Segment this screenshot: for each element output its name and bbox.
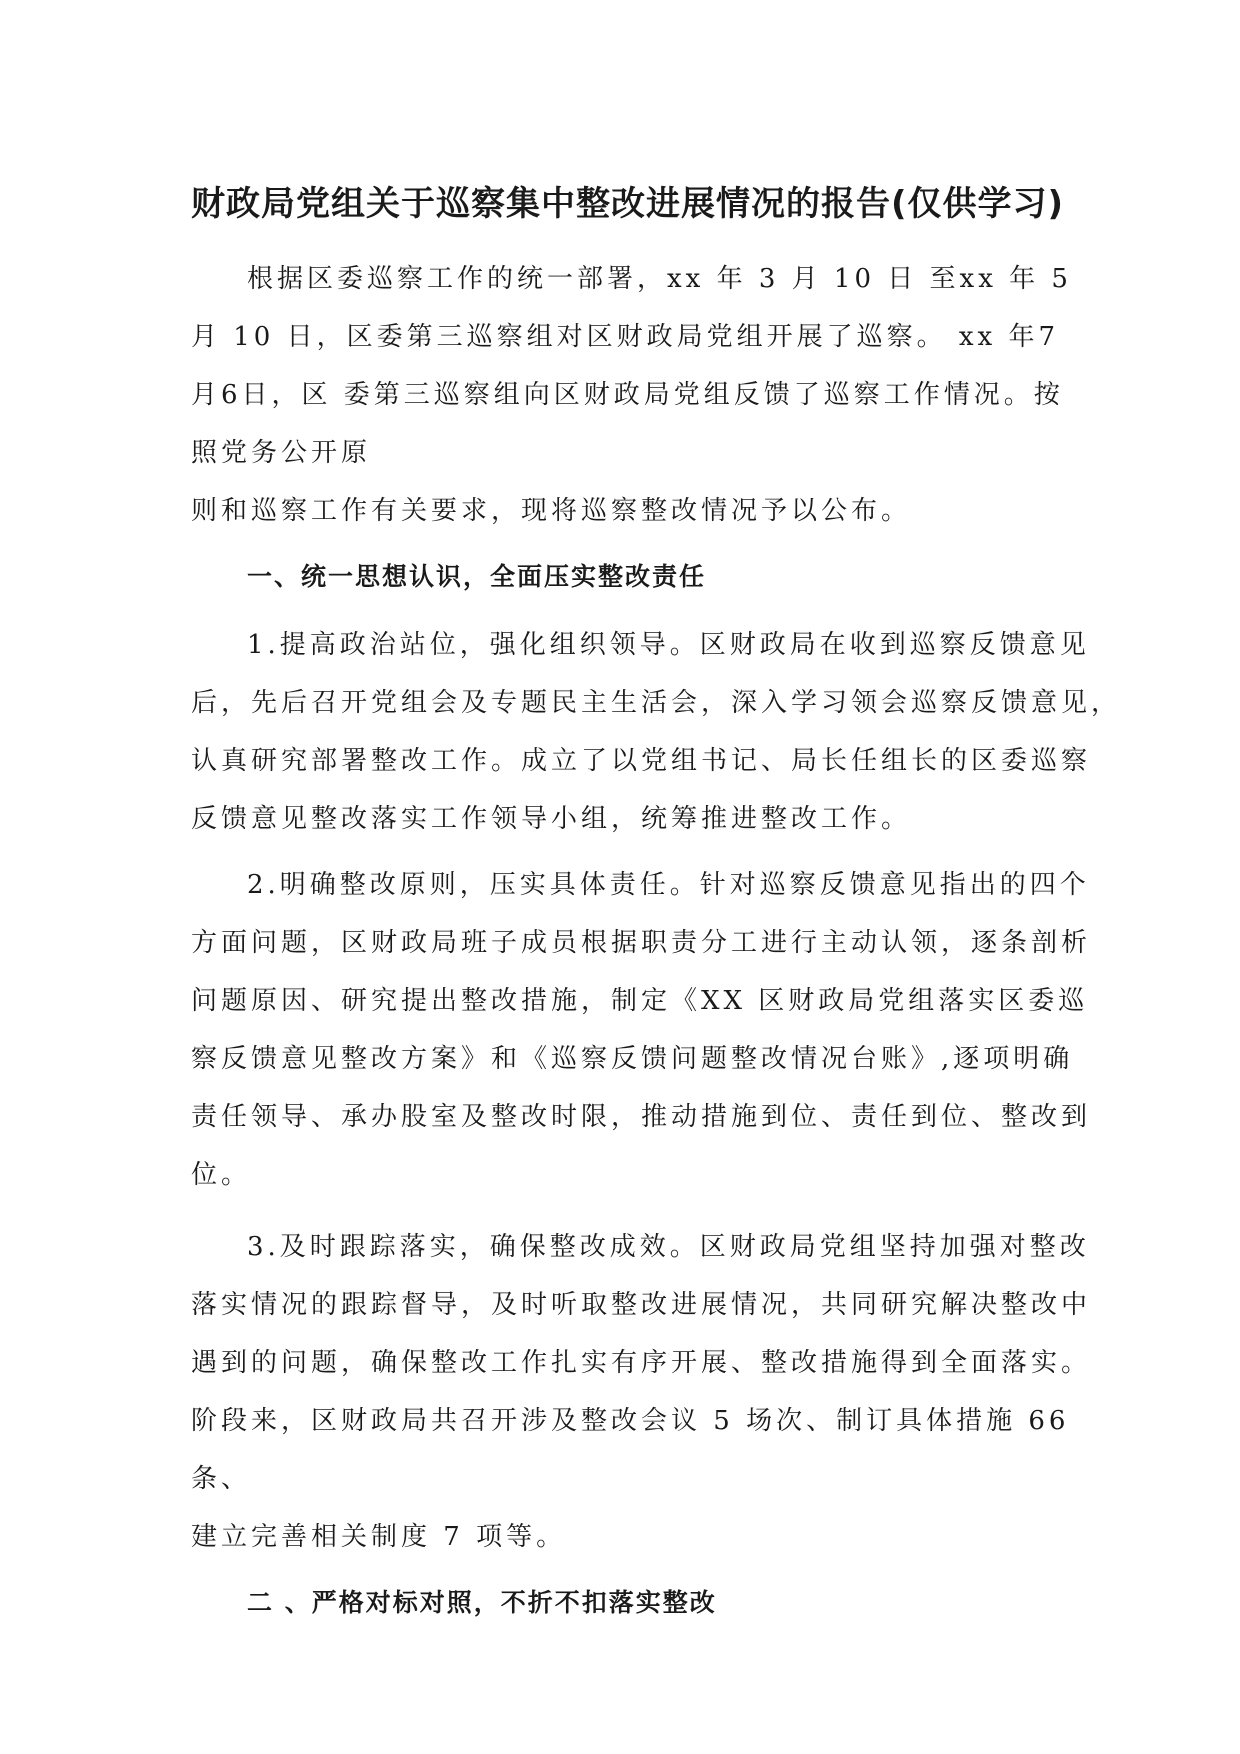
document-body: [191, 250, 1122, 1642]
text-line: 月6日，区 委第三巡察组向区财政局党组反馈了巡察工作情况。按: [191, 380, 1064, 410]
text-line: 后，先后召开党组会及专题民主生活会，深入学习领会巡察反馈意见，: [191, 688, 1122, 718]
text-line: 认真研究部署整改工作。成立了以党组书记、局长任组长的区委巡察: [191, 746, 1092, 776]
text-line: 阶段来，区财政局共召开涉及整改会议 5 场次、制订具体措施 66: [191, 1406, 1070, 1436]
section-heading-2: 二 、严格对标对照，不折不扣落实整改: [247, 1588, 717, 1617]
text-line: 月 10 日，区委第三巡察组对区财政局党组开展了巡察。 xx 年7: [191, 322, 1060, 352]
text-line: 条、: [191, 1464, 252, 1494]
document-title: 财政局党组关于巡察集中整改进展情况的报告(仅供学习): [191, 184, 1065, 224]
text-line: 遇到的问题，确保整改工作扎实有序开展、整改措施得到全面落实。: [191, 1348, 1092, 1378]
text-line: 照党务公开原: [191, 438, 372, 468]
text-line: 方面问题，区财政局班子成员根据职责分工进行主动认领，逐条剖析: [191, 928, 1092, 958]
text-line: 1.提高政治站位，强化组织领导。区财政局在收到巡察反馈意见: [247, 630, 1090, 660]
text-line: 建立完善相关制度 7 项等。: [191, 1522, 567, 1552]
intro-paragraph: [191, 250, 1072, 540]
text-line: 落实情况的跟踪督导，及时听取整改进展情况，共同研究解决整改中: [191, 1290, 1092, 1320]
text-line: 问题原因、研究提出整改措施，制定《XX 区财政局党组落实区委巡: [191, 986, 1089, 1016]
item-paragraph-3: [191, 1218, 1092, 1566]
section-heading-1: 一、统一思想认识，全面压实整改责任: [247, 562, 707, 591]
text-line: 则和巡察工作有关要求，现将巡察整改情况予以公布。: [191, 496, 912, 526]
text-line: 3.及时跟踪落实，确保整改成效。区财政局党组坚持加强对整改: [247, 1232, 1090, 1262]
item-paragraph-1: [191, 616, 1122, 848]
text-line: 察反馈意见整改方案》和《巡察反馈问题整改情况台账》,逐项明确: [191, 1044, 1074, 1074]
text-line: 位。: [191, 1160, 252, 1190]
text-line: 反馈意见整改落实工作领导小组，统筹推进整改工作。: [191, 804, 912, 834]
text-line: 2.明确整改原则，压实具体责任。针对巡察反馈意见指出的四个: [247, 870, 1090, 900]
text-line: 责任领导、承办股室及整改时限，推动措施到位、责任到位、整改到: [191, 1102, 1092, 1132]
item-paragraph-2: [191, 856, 1092, 1204]
text-line: 根据区委巡察工作的统一部署，xx 年 3 月 10 日 至xx 年 5: [247, 264, 1072, 294]
